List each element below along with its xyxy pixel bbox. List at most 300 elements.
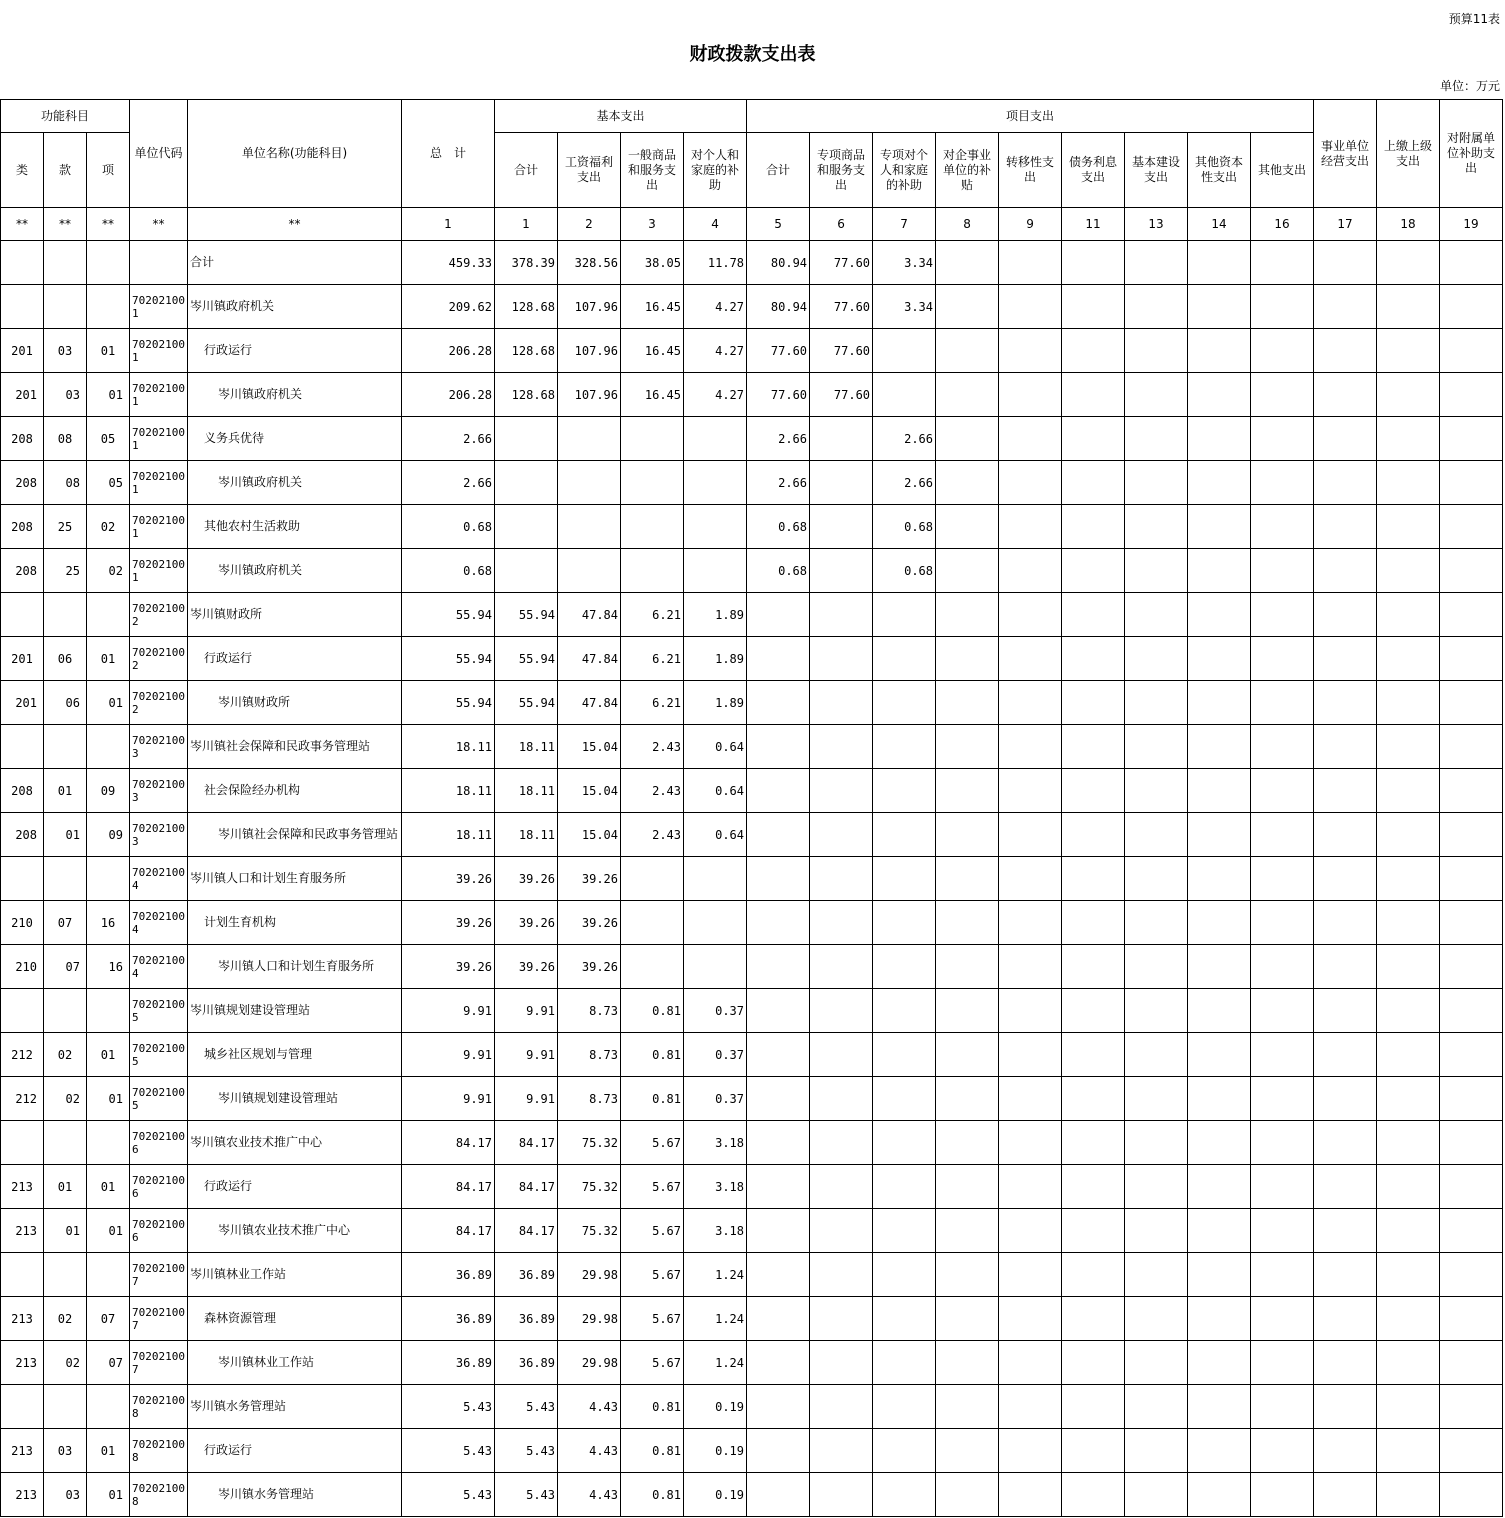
cell-value — [1251, 1165, 1314, 1209]
cell-xiang: 07 — [87, 1297, 130, 1341]
cell-value — [1377, 593, 1440, 637]
cell-unit-code: 702021008 — [130, 1385, 188, 1429]
cell-value — [873, 637, 936, 681]
cell-value: 84.17 — [402, 1121, 495, 1165]
cell-value — [1188, 725, 1251, 769]
cell-kuan — [44, 725, 87, 769]
cell-lei: 213 — [1, 1341, 44, 1385]
cell-value — [1062, 681, 1125, 725]
cell-lei — [1, 593, 44, 637]
cell-value — [936, 1165, 999, 1209]
cell-value — [747, 1473, 810, 1517]
cell-value — [1125, 1473, 1188, 1517]
cell-value: 15.04 — [558, 725, 621, 769]
cell-value: 4.43 — [558, 1429, 621, 1473]
cell-value — [1188, 681, 1251, 725]
cell-value — [1314, 241, 1377, 285]
cell-unit-code: 702021007 — [130, 1297, 188, 1341]
cell-value: 9.91 — [402, 989, 495, 1033]
cell-value — [936, 593, 999, 637]
cell-unit-code — [130, 241, 188, 285]
cell-value: 206.28 — [402, 329, 495, 373]
cell-value: 5.43 — [495, 1429, 558, 1473]
cell-value: 459.33 — [402, 241, 495, 285]
cell-value — [747, 725, 810, 769]
cell-value: 4.27 — [684, 329, 747, 373]
cell-unit-code: 702021005 — [130, 989, 188, 1033]
cell-value — [810, 1033, 873, 1077]
cell-value — [1251, 813, 1314, 857]
cell-unit-name: 岑川镇财政所 — [188, 593, 402, 637]
cell-value — [810, 813, 873, 857]
table-row — [1, 637, 1503, 681]
cell-value: 5.67 — [621, 1253, 684, 1297]
table-row — [1, 1165, 1503, 1209]
cell-value: 75.32 — [558, 1209, 621, 1253]
cell-unit-code: 702021003 — [130, 725, 188, 769]
cell-value — [1062, 1033, 1125, 1077]
cell-kuan: 08 — [44, 461, 87, 505]
cell-value: 128.68 — [495, 329, 558, 373]
cell-xiang: 09 — [87, 769, 130, 813]
header-unit-name: 单位名称(功能科目) — [188, 100, 402, 208]
table-row — [1, 857, 1503, 901]
cell-value — [1314, 417, 1377, 461]
cell-value: 3.18 — [684, 1209, 747, 1253]
cell-value — [1062, 593, 1125, 637]
cell-value — [999, 681, 1062, 725]
header-project-col: 债务利息支出 — [1062, 133, 1125, 208]
cell-unit-code: 702021002 — [130, 593, 188, 637]
cell-value — [999, 1429, 1062, 1473]
cell-kuan — [44, 1385, 87, 1429]
cell-value: 0.81 — [621, 1473, 684, 1517]
table-row — [1, 329, 1503, 373]
cell-value: 1.89 — [684, 593, 747, 637]
cell-value — [1062, 1385, 1125, 1429]
cell-value: 47.84 — [558, 593, 621, 637]
cell-value: 0.81 — [621, 989, 684, 1033]
cell-value — [1125, 505, 1188, 549]
cell-value — [1188, 901, 1251, 945]
cell-value — [1188, 769, 1251, 813]
cell-value — [936, 945, 999, 989]
cell-xiang: 07 — [87, 1341, 130, 1385]
cell-value: 128.68 — [495, 373, 558, 417]
cell-unit-name: 岑川镇水务管理站 — [188, 1473, 402, 1517]
table-row — [1, 241, 1503, 285]
header-subsidy: 对附属单位补助支出 — [1440, 100, 1503, 208]
cell-value — [999, 329, 1062, 373]
cell-value — [1125, 1385, 1188, 1429]
cell-value: 16.45 — [621, 285, 684, 329]
cell-value — [1314, 1121, 1377, 1165]
cell-value — [873, 681, 936, 725]
cell-value — [1314, 1077, 1377, 1121]
cell-value — [1440, 593, 1503, 637]
cell-value — [810, 417, 873, 461]
cell-unit-code: 702021001 — [130, 505, 188, 549]
cell-unit-code: 702021006 — [130, 1165, 188, 1209]
cell-xiang: 02 — [87, 505, 130, 549]
cell-lei: 208 — [1, 505, 44, 549]
cell-value — [1440, 725, 1503, 769]
cell-value — [1314, 681, 1377, 725]
column-index-cell: 1 — [402, 208, 495, 241]
cell-value — [1125, 241, 1188, 285]
cell-unit-name: 城乡社区规划与管理 — [188, 1033, 402, 1077]
cell-unit-name: 岑川镇社会保障和民政事务管理站 — [188, 725, 402, 769]
cell-value — [1188, 329, 1251, 373]
cell-value: 5.67 — [621, 1297, 684, 1341]
cell-value — [1314, 1297, 1377, 1341]
cell-value: 36.89 — [402, 1341, 495, 1385]
cell-value — [1440, 1429, 1503, 1473]
cell-value — [1377, 813, 1440, 857]
cell-value: 36.89 — [402, 1253, 495, 1297]
cell-value — [1125, 1429, 1188, 1473]
cell-kuan: 06 — [44, 637, 87, 681]
column-index-cell: 6 — [810, 208, 873, 241]
table-row — [1, 1077, 1503, 1121]
cell-lei: 201 — [1, 637, 44, 681]
cell-value — [810, 1385, 873, 1429]
cell-value — [810, 505, 873, 549]
cell-value: 36.89 — [402, 1297, 495, 1341]
cell-value — [999, 989, 1062, 1033]
cell-value — [873, 593, 936, 637]
cell-value: 84.17 — [495, 1209, 558, 1253]
cell-kuan — [44, 285, 87, 329]
cell-xiang — [87, 285, 130, 329]
cell-value — [1314, 373, 1377, 417]
cell-value — [1440, 1121, 1503, 1165]
cell-value — [1188, 373, 1251, 417]
column-index-cell: ** — [1, 208, 44, 241]
cell-unit-code: 702021003 — [130, 813, 188, 857]
cell-value: 39.26 — [402, 945, 495, 989]
cell-value — [936, 373, 999, 417]
cell-value — [1377, 505, 1440, 549]
cell-value — [1251, 989, 1314, 1033]
table-row — [1, 505, 1503, 549]
cell-value — [1188, 813, 1251, 857]
cell-value — [1377, 1165, 1440, 1209]
cell-value — [810, 549, 873, 593]
cell-value: 1.89 — [684, 637, 747, 681]
column-index-cell: 18 — [1377, 208, 1440, 241]
cell-value — [1440, 1077, 1503, 1121]
cell-lei: 212 — [1, 1033, 44, 1077]
cell-value: 0.37 — [684, 989, 747, 1033]
cell-value: 80.94 — [747, 241, 810, 285]
cell-value — [1251, 1253, 1314, 1297]
cell-value — [1377, 725, 1440, 769]
cell-value — [1188, 857, 1251, 901]
cell-value — [747, 1121, 810, 1165]
column-index-cell: 13 — [1125, 208, 1188, 241]
cell-value — [1314, 461, 1377, 505]
cell-value — [999, 593, 1062, 637]
cell-value: 206.28 — [402, 373, 495, 417]
cell-value — [936, 989, 999, 1033]
cell-value — [558, 461, 621, 505]
cell-value — [1440, 1341, 1503, 1385]
cell-lei — [1, 285, 44, 329]
cell-value — [1125, 461, 1188, 505]
cell-value: 0.81 — [621, 1385, 684, 1429]
cell-lei: 213 — [1, 1165, 44, 1209]
cell-value: 328.56 — [558, 241, 621, 285]
cell-unit-name: 其他农村生活救助 — [188, 505, 402, 549]
cell-unit-code: 702021006 — [130, 1121, 188, 1165]
cell-unit-code: 702021001 — [130, 549, 188, 593]
table-row — [1, 1473, 1503, 1517]
cell-value: 4.27 — [684, 285, 747, 329]
header-unit-code: 单位代码 — [130, 100, 188, 208]
cell-value: 4.43 — [558, 1385, 621, 1429]
cell-value — [1440, 1165, 1503, 1209]
cell-value — [810, 637, 873, 681]
cell-unit-name: 岑川镇政府机关 — [188, 285, 402, 329]
cell-value — [1377, 373, 1440, 417]
cell-value — [810, 1341, 873, 1385]
cell-value — [1377, 1473, 1440, 1517]
cell-value — [1188, 945, 1251, 989]
cell-value — [684, 945, 747, 989]
cell-unit-code: 702021003 — [130, 769, 188, 813]
cell-value: 18.11 — [495, 725, 558, 769]
cell-value — [873, 1473, 936, 1517]
cell-value: 2.66 — [747, 417, 810, 461]
cell-value — [1062, 1429, 1125, 1473]
cell-value: 36.89 — [495, 1341, 558, 1385]
table-row — [1, 813, 1503, 857]
cell-value — [1125, 769, 1188, 813]
header-basic: 基本支出 — [495, 100, 747, 133]
cell-value — [1188, 1385, 1251, 1429]
cell-unit-name: 计划生育机构 — [188, 901, 402, 945]
header-basic-col: 对个人和家庭的补助 — [684, 133, 747, 208]
cell-lei: 208 — [1, 461, 44, 505]
cell-value — [621, 901, 684, 945]
cell-value — [873, 1385, 936, 1429]
cell-xiang: 05 — [87, 461, 130, 505]
cell-xiang — [87, 1385, 130, 1429]
cell-value: 5.43 — [402, 1429, 495, 1473]
cell-unit-name: 岑川镇人口和计划生育服务所 — [188, 945, 402, 989]
cell-value — [1062, 549, 1125, 593]
cell-value — [1125, 857, 1188, 901]
table-row — [1, 1297, 1503, 1341]
cell-value — [810, 1473, 873, 1517]
cell-value — [873, 989, 936, 1033]
cell-unit-name: 岑川镇社会保障和民政事务管理站 — [188, 813, 402, 857]
cell-value — [1188, 1341, 1251, 1385]
cell-kuan: 03 — [44, 329, 87, 373]
cell-value — [1188, 989, 1251, 1033]
cell-value: 84.17 — [495, 1121, 558, 1165]
cell-value: 9.91 — [402, 1033, 495, 1077]
cell-value — [810, 1429, 873, 1473]
cell-value — [1314, 329, 1377, 373]
cell-value — [1188, 417, 1251, 461]
cell-lei — [1, 989, 44, 1033]
cell-value — [1188, 1473, 1251, 1517]
cell-value: 2.43 — [621, 769, 684, 813]
cell-value — [1440, 901, 1503, 945]
cell-value: 18.11 — [495, 813, 558, 857]
cell-value — [1125, 1297, 1188, 1341]
cell-value — [936, 1341, 999, 1385]
cell-value — [495, 549, 558, 593]
cell-value — [810, 1209, 873, 1253]
header-xiang: 项 — [87, 133, 130, 208]
table-row — [1, 417, 1503, 461]
cell-value: 0.37 — [684, 1033, 747, 1077]
cell-value — [936, 813, 999, 857]
cell-value — [1062, 1297, 1125, 1341]
cell-value — [999, 725, 1062, 769]
cell-value — [1062, 637, 1125, 681]
cell-value — [1251, 417, 1314, 461]
cell-value — [747, 1253, 810, 1297]
cell-value — [1251, 1473, 1314, 1517]
cell-lei: 210 — [1, 901, 44, 945]
cell-value — [1062, 373, 1125, 417]
page-title: 财政拨款支出表 — [689, 44, 816, 65]
cell-value: 0.19 — [684, 1429, 747, 1473]
table-row — [1, 461, 1503, 505]
cell-value — [747, 989, 810, 1033]
table-row — [1, 725, 1503, 769]
cell-value — [1377, 1253, 1440, 1297]
cell-value: 77.60 — [810, 241, 873, 285]
cell-value: 18.11 — [495, 769, 558, 813]
cell-value — [873, 1121, 936, 1165]
cell-value — [1125, 1341, 1188, 1385]
form-number: 预算11表 — [1448, 12, 1500, 26]
cell-lei: 208 — [1, 417, 44, 461]
cell-value: 80.94 — [747, 285, 810, 329]
cell-xiang — [87, 1121, 130, 1165]
cell-lei — [1, 857, 44, 901]
cell-value — [810, 989, 873, 1033]
cell-unit-name: 岑川镇规划建设管理站 — [188, 1077, 402, 1121]
header-project-col: 对企事业单位的补贴 — [936, 133, 999, 208]
cell-value — [1062, 461, 1125, 505]
cell-value — [621, 505, 684, 549]
cell-value: 8.73 — [558, 1033, 621, 1077]
cell-value — [1314, 505, 1377, 549]
cell-unit-code: 702021005 — [130, 1077, 188, 1121]
column-index-cell: 7 — [873, 208, 936, 241]
cell-kuan: 06 — [44, 681, 87, 725]
cell-value: 39.26 — [558, 857, 621, 901]
cell-value: 16.45 — [621, 329, 684, 373]
cell-lei: 201 — [1, 681, 44, 725]
column-index-cell: 5 — [747, 208, 810, 241]
cell-value — [621, 945, 684, 989]
header-lei: 类 — [1, 133, 44, 208]
cell-value: 55.94 — [402, 593, 495, 637]
header-project: 项目支出 — [747, 100, 1314, 133]
cell-value: 0.68 — [402, 549, 495, 593]
cell-value — [1377, 549, 1440, 593]
cell-value: 6.21 — [621, 593, 684, 637]
cell-value: 1.24 — [684, 1253, 747, 1297]
cell-value — [1377, 901, 1440, 945]
cell-unit-name: 行政运行 — [188, 1165, 402, 1209]
table-body — [1, 241, 1503, 1517]
cell-value — [1314, 1341, 1377, 1385]
cell-value — [558, 505, 621, 549]
cell-value — [1440, 285, 1503, 329]
cell-value — [999, 1253, 1062, 1297]
cell-value: 39.26 — [495, 901, 558, 945]
cell-value — [1251, 857, 1314, 901]
cell-value: 47.84 — [558, 637, 621, 681]
cell-value — [936, 1429, 999, 1473]
column-index-cell: 11 — [1062, 208, 1125, 241]
cell-value — [1251, 1429, 1314, 1473]
cell-value — [747, 637, 810, 681]
cell-unit-code: 702021004 — [130, 945, 188, 989]
cell-value — [684, 901, 747, 945]
cell-unit-name: 岑川镇农业技术推广中心 — [188, 1209, 402, 1253]
header-project-col: 其他资本性支出 — [1188, 133, 1251, 208]
cell-value — [1125, 1165, 1188, 1209]
cell-value: 6.21 — [621, 637, 684, 681]
cell-unit-code: 702021004 — [130, 901, 188, 945]
table-row — [1, 769, 1503, 813]
column-index-cell: ** — [44, 208, 87, 241]
cell-value: 5.67 — [621, 1341, 684, 1385]
column-index-cell: 3 — [621, 208, 684, 241]
cell-value — [1125, 329, 1188, 373]
cell-value: 39.26 — [402, 901, 495, 945]
cell-value — [936, 1121, 999, 1165]
cell-value: 5.43 — [495, 1473, 558, 1517]
header-basic-col: 一般商品和服务支出 — [621, 133, 684, 208]
header-basic-col: 合计 — [495, 133, 558, 208]
cell-value — [1188, 1209, 1251, 1253]
cell-value — [999, 945, 1062, 989]
cell-value — [999, 1473, 1062, 1517]
cell-value — [1440, 813, 1503, 857]
cell-unit-name: 合计 — [188, 241, 402, 285]
cell-unit-code: 702021002 — [130, 681, 188, 725]
cell-value — [1377, 1121, 1440, 1165]
header-biz: 事业单位经营支出 — [1314, 100, 1377, 208]
cell-value — [684, 505, 747, 549]
cell-value: 0.64 — [684, 725, 747, 769]
cell-value — [936, 1033, 999, 1077]
cell-value — [495, 461, 558, 505]
cell-value — [999, 1341, 1062, 1385]
cell-value — [873, 857, 936, 901]
cell-value — [1062, 725, 1125, 769]
cell-xiang — [87, 593, 130, 637]
column-index-cell: 17 — [1314, 208, 1377, 241]
cell-value — [810, 1165, 873, 1209]
header-project-col: 专项对个人和家庭的补助 — [873, 133, 936, 208]
cell-kuan: 25 — [44, 505, 87, 549]
cell-value — [747, 593, 810, 637]
cell-value — [747, 769, 810, 813]
column-index-cell: 16 — [1251, 208, 1314, 241]
cell-value — [1125, 945, 1188, 989]
